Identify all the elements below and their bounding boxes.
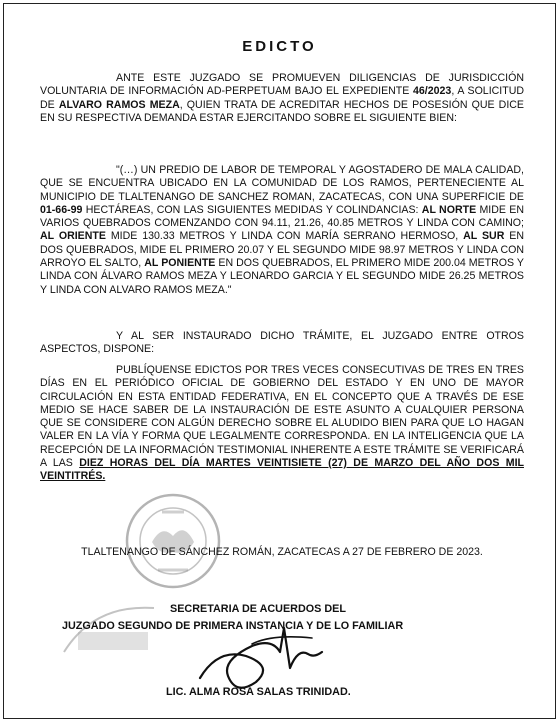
property-description: "(…) UN PREDIO DE LABOR DE TEMPORAL Y AGOSTADERO DE MALA CALIDAD, QUE SE ENCUENTRA UBICADO EN LA COMUNIDAD DE LOS RAMOS, PERTENECIENTE AL MUNICIPIO DE TLALTENANGO DE SANCHEZ ROMAN, ZACATECAS, CON UNA SUPERFICIE DE 01-66-99 HECTÁREAS, CON LAS SIGUIENTES MEDIDAS Y COLINDANCIAS: AL NORTE MIDE EN VARIOS QUEBRADOS COMENZANDO CON 94.11, 21.26, 40.85 METROS Y LINDA CON CAMINO; AL ORIENTE MIDE 130.33 METROS Y LINDA CON MARÍA SERRANO HERMOSO, AL SUR EN DOS QUEBRADOS, MIDE EL PRIMERO 20.07 Y EL SEGUNDO MIDE 98.97 METROS Y LINDA CON ARROYO EL SALTO, AL PONIENTE EN DOS QUEBRADOS, EL PRIMERO MIDE 200.04 METROS Y LINDA CON ÁLVARO RAMOS MEZA Y LEONARDO GARCIA Y EL SEGUNDO MIDE 26.25 METROS Y LINDA CON ALVARO RAMOS MEZA." (40, 164, 524, 296)
office-title-line2: JUZGADO SEGUNDO DE PRIMERA INSTANCIA Y DE LO FAMILIAR (62, 620, 404, 632)
signer-name: LIC. ALMA ROSA SALAS TRINIDAD. (166, 686, 351, 698)
document-title: EDICTO (242, 38, 317, 55)
north-label: AL NORTE (421, 203, 477, 216)
edict-page (3, 3, 556, 719)
hearing-date: DIEZ HORAS DEL DÍA MARTES VEINTISIETE (27) DE MARZO DEL AÑO DOS MIL VEINTITRÉS. (40, 457, 524, 483)
surface-value: 01-66-99 (40, 203, 83, 216)
intro-paragraph: ANTE ESTE JUZGADO SE PROMUEVEN DILIGENCIAS DE JURISDICCIÓN VOLUNTARIA DE INFORMACIÓN AD-PERPETUAM BAJO EL EXPEDIENTE 46/2023, A SOLICITUD DE ALVARO RAMOS MEZA, QUIEN TRATA DE ACREDITAR HECHOS DE POSESIÓN QUE DICE EN SU RESPECTIVA DEMANDA ESTAR EJERCITANDO SOBRE EL SIGUIENTE BIEN: (40, 72, 525, 124)
office-title-line1: SECRETARIA DE ACUERDOS DEL (170, 603, 346, 615)
court-seal-icon (122, 490, 224, 592)
case-number: 46/2023 (413, 85, 452, 98)
place-and-date: TLALTENANGO DE SÁNCHEZ ROMÁN, ZACATECAS A 27 DE FEBRERO DE 2023. (81, 546, 483, 558)
court-disposes-paragraph: Y AL SER INSTAURADO DICHO TRÁMITE, EL JUZGADO ENTRE OTROS ASPECTOS, DISPONE: (40, 330, 524, 356)
east-label: AL ORIENTE (40, 230, 106, 243)
south-label: AL SUR (463, 230, 505, 243)
applicant-name: ALVARO RAMOS MEZA (58, 98, 180, 111)
west-label: AL PONIENTE (144, 257, 216, 270)
publication-order-paragraph: PUBLÍQUENSE EDICTOS POR TRES VECES CONSECUTIVAS DE TRES EN TRES DÍAS EN EL PERIÓDICO OFICIAL DE GOBIERNO DEL ESTADO Y EN UNO DE MAYOR CIRCULACIÓN EN ESTA ENTIDAD FEDERATIVA, EN EL CONCEPTO QUE A TRAVÉS DE ESE MEDIO SE HACE SABER DE LA INSTAURACIÓN DE ESTE ASUNTO A CUALQUIER PERSONA QUE SE CONSIDERE CON ALGÚN DERECHO SOBRE EL ALUDIDO BIEN PARA QUE LO HAGAN VALER EN LA VÍA Y FORMA QUE LEGALMENTE CORRESPONDA. EN LA INTELIGENCIA QUE LA RECEPCIÓN DE LA INFORMACIÓN TESTIMONIAL INHERENTE A ESTE TRÁMITE SE VERIFICARÁ A LAS DIEZ HORAS DEL DÍA MARTES VEINTISIETE (27) DE MARZO DEL AÑO DOS MIL VEINTITRÉS. (40, 364, 524, 483)
